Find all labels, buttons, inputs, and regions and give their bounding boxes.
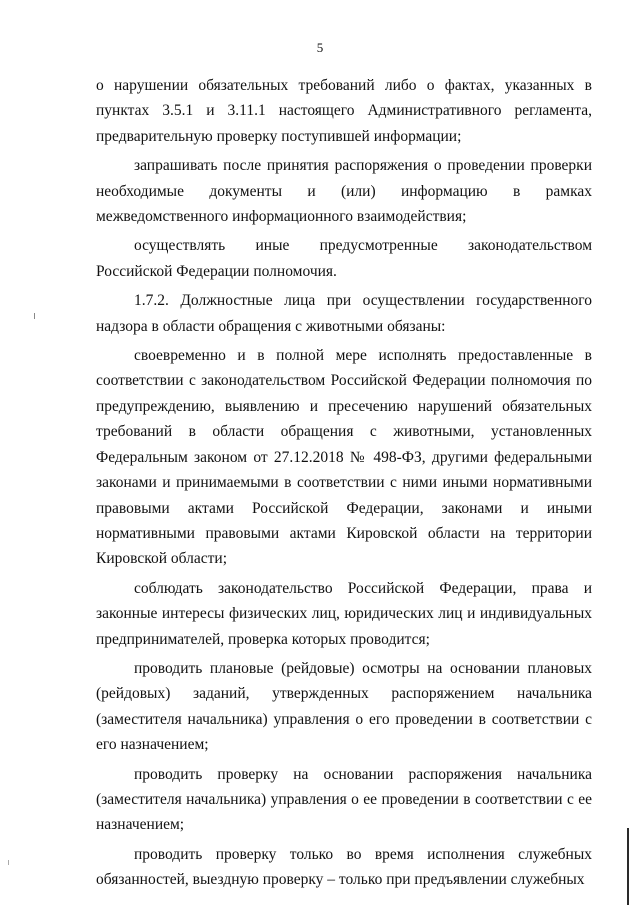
scan-speck	[34, 313, 35, 319]
scan-edge-mark	[627, 828, 629, 905]
paragraph-5: своевременно и в полной мере исполнять предоставленные в соответствии с законодательством Российской Федерации полномочия по предупреждению, выявлению и пресечению нарушений обязательных требований в области обращения с животными, установленных Федеральным законом от 27.12.2018 № 498-ФЗ, другими федеральными законами и принимаемыми в соответствии с ними иными нормативными правовыми актами Российской Федерации, законами и иными нормативными правовыми актами Кировской области на территории Кировской области;	[96, 347, 592, 568]
paragraph-2: запрашивать после принятия распоряжения о проведении проверки необходимые документы и (или) информацию в рамках межведомственного информационного взаимодействия;	[96, 157, 592, 226]
paragraph-6: соблюдать законодательство Российской Федерации, права и законные интересы физических лиц, юридических лиц и индивидуальных предпринимателей, проверка которых проводится;	[96, 579, 592, 648]
page-number: 5	[316, 40, 324, 55]
scan-speck	[8, 860, 9, 865]
paragraph-1: о нарушении обязательных требований либо о фактах, указанных в пунктах 3.5.1 и 3.11.1 настоящего Административного регламента, предварительную проверку поступившей информации;	[96, 77, 592, 145]
paragraph-4: 1.7.2. Должностные лица при осуществлении государственного надзора в области обращения с животными обязаны:	[96, 292, 592, 335]
paragraph-7: проводить плановые (рейдовые) осмотры на основании плановых (рейдовых) заданий, утвержденных распоряжением начальника (заместителя начальника) управления о его проведении в соответствии с его назначением;	[96, 659, 592, 754]
paragraph-8: проводить проверку на основании распоряжения начальника (заместителя начальника) управления о ее проведении в соответствии с ее назначением;	[96, 765, 592, 834]
paragraph-3: осуществлять иные предусмотренные законодательством Российской Федерации полномочия.	[96, 237, 592, 280]
document-body	[96, 73, 592, 897]
paragraph-9: проводить проверку только во время исполнения служебных обязанностей, выездную проверку – только при предъявлении служебных	[96, 845, 592, 889]
